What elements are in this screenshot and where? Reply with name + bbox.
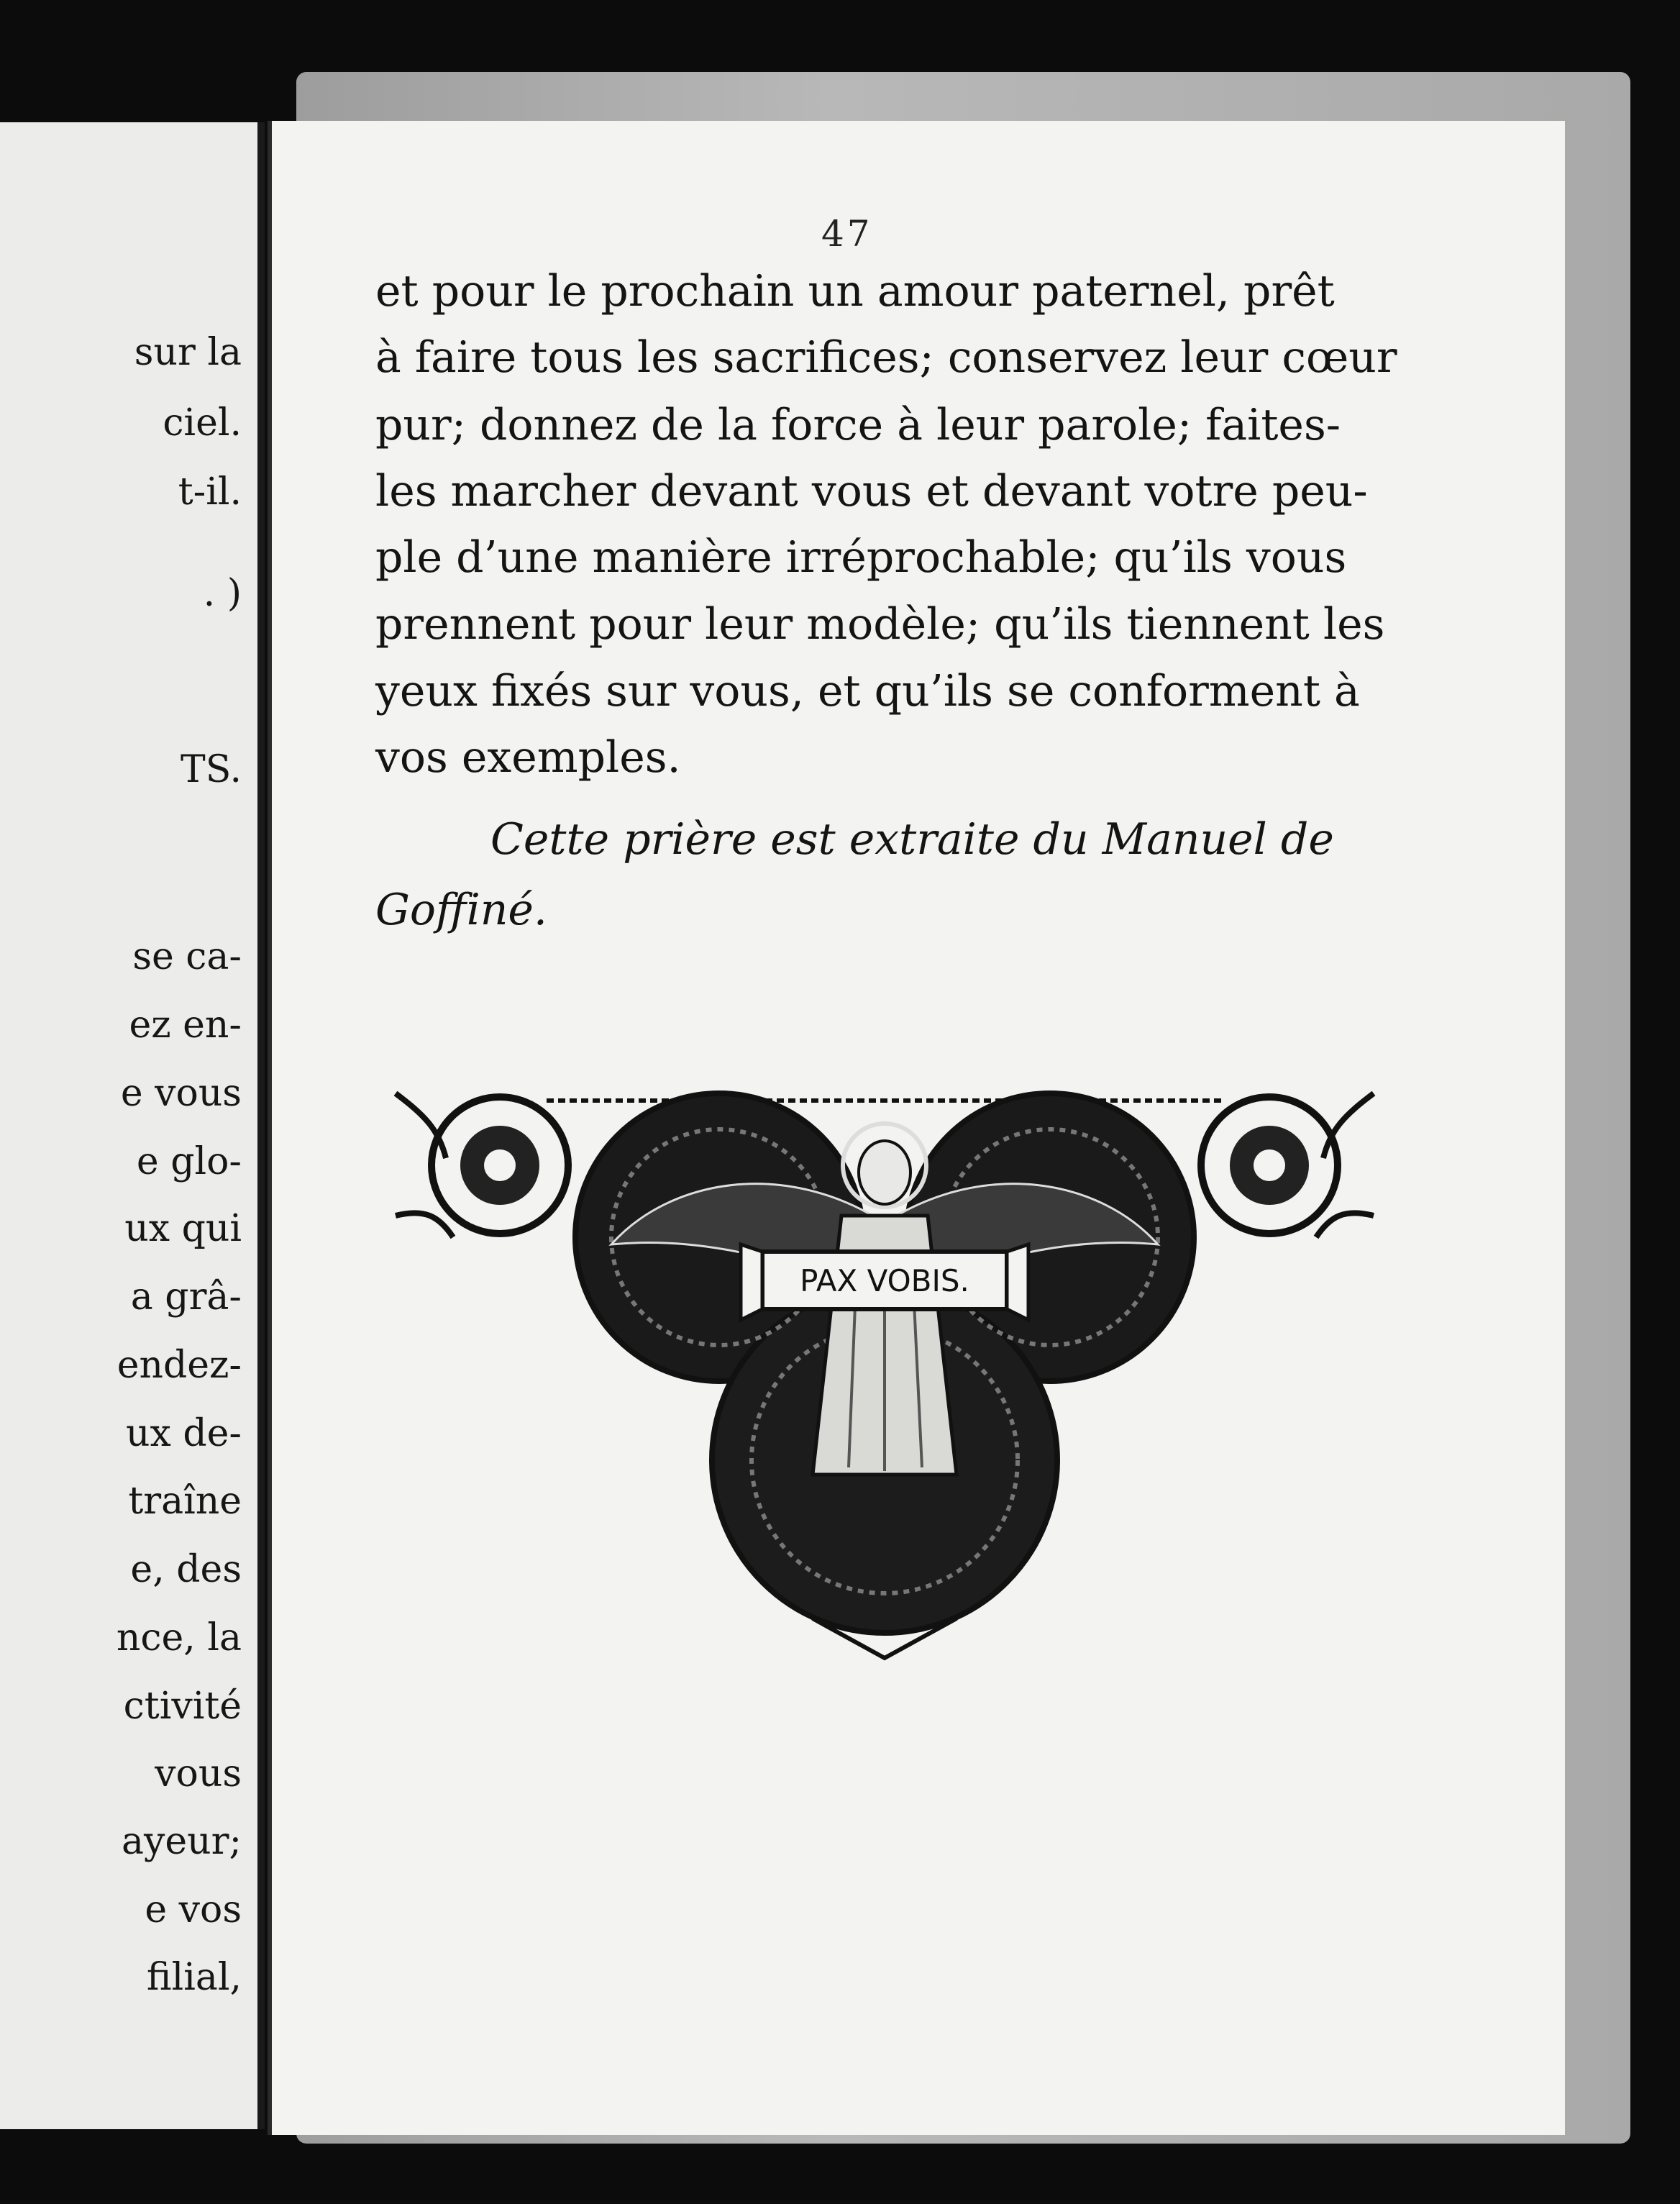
left-page-line: sur la (134, 331, 242, 374)
body-text-line: et pour le prochain un amour paternel, prêt (375, 266, 1335, 317)
angel-vignette (381, 1072, 1388, 1662)
left-rosette-ornament (396, 1093, 568, 1237)
source-note-continued: Goffiné. (375, 885, 547, 935)
left-page-line: e vous (120, 1072, 242, 1115)
body-text-line: yeux fixés sur vous, et qu’ils se conforment à (375, 666, 1360, 716)
body-text-line: les marcher devant vous et devant votre peu- (375, 466, 1368, 516)
page-number: 47 (821, 213, 873, 255)
left-page-line: traîne (128, 1480, 242, 1523)
body-text-line: prennent pour leur modèle; qu’ils tiennent les (375, 599, 1385, 650)
left-page-line: e, des (130, 1548, 242, 1591)
left-page-line: se ca- (132, 935, 242, 978)
vignette-banner-text: PAX VOBIS. (800, 1263, 969, 1298)
left-page-line: filial, (146, 1956, 242, 1999)
source-note: Cette prière est extraite du Manuel de (490, 814, 1334, 865)
body-text-line: pur; donnez de la force à leur parole; faites- (375, 400, 1341, 450)
left-page-line: ciel. (163, 401, 242, 445)
right-rosette-ornament (1201, 1093, 1374, 1237)
left-page-line: a grâ- (130, 1275, 242, 1319)
left-page-line: . ) (203, 572, 242, 615)
left-page-line: t-il. (178, 470, 242, 514)
body-text-line: vos exemples. (375, 732, 681, 783)
body-text-line: ple d’une manière irréprochable; qu’ils vous (375, 532, 1347, 583)
left-page-line: vous (155, 1752, 242, 1795)
left-page-line: e vos (145, 1888, 242, 1931)
left-page-line: endez- (117, 1344, 242, 1387)
left-page-line: ez en- (129, 1003, 242, 1047)
left-page-line: e glo- (136, 1140, 242, 1183)
left-page-line: nce, la (116, 1616, 242, 1659)
left-page-line: ux de- (126, 1412, 242, 1455)
left-page-heading: TS. (181, 748, 242, 791)
body-text-line: à faire tous les sacrifices; conservez leur cœur (375, 332, 1397, 383)
left-page-line: ctivité (123, 1685, 242, 1728)
previous-page (0, 122, 265, 2129)
left-page-line: ux qui (124, 1207, 242, 1250)
left-page-line: ayeur; (121, 1820, 242, 1863)
